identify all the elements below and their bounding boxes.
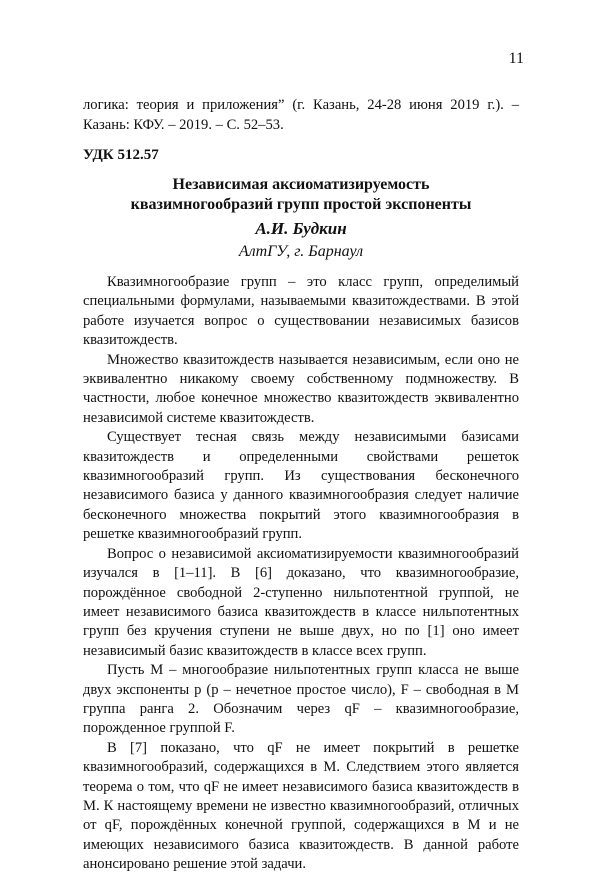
body-paragraph: Существует тесная связь между независимыми базисами квазитождеств и определенными свойствами решеток квазимногообразий групп. Из существования бесконечного независимого базиса у данного квазимногообразия следует наличие бесконечного множества покрытий этого квазимногообразия в решетке квазимногообразий групп. xyxy=(83,428,519,544)
page-number: 11 xyxy=(509,50,524,68)
reference-continuation: логика: теория и приложения” (г. Казань, 24-28 июня 2019 г.). – Казань: КФУ. – 2019. – С. 52–53. xyxy=(83,96,519,135)
author-name: А.И. Будкин xyxy=(83,219,519,239)
body-paragraph: В [7] показано, что qF не имеет покрытий в решетке квазимногообразий, содержащихся в M. Следствием этого является теорема о том, что qF не имеет независимого базиса квазитождеств в M. К настоящему времени не известно квазимногообразий, отличных от qF, порождённых конечной группой, содержащихся в M и не имеющих независимого базиса квазитождеств. В данной работе анонсировано решение этой задачи. xyxy=(83,739,519,875)
article-title-line-2: квазимногообразий групп простой экспоненты xyxy=(83,195,519,215)
body-paragraph: Квазимногообразие групп – это класс групп, определимый специальными формулами, называемыми квазитождествами. В этой работе изучается вопрос о существовании независимых базисов квазитождеств. xyxy=(83,273,519,351)
article-body xyxy=(83,273,519,875)
body-paragraph: Вопрос о независимой аксиоматизируемости квазимногообразий изучался в [1–11]. В [6] доказано, что квазимногообразие, порождённое свободной 2-ступенно нильпотентной группой, не имеет независимого базиса квазитождеств в классе нильпотентных групп без кручения ступени не выше двух, но по [1] оно имеет независимый базис квазитождеств в классе всех групп. xyxy=(83,545,519,661)
article-title xyxy=(83,175,519,215)
body-paragraph: Пусть M – многообразие нильпотентных групп класса не выше двух экспоненты p (p – нечетное простое число), F – свободная в M группа ранга 2. Обозначим через qF – квазимногообразие, порожденное группой F. xyxy=(83,661,519,739)
body-paragraph: Множество квазитождеств называется независимым, если оно не эквивалентно никакому своему собственному подмножеству. В частности, любое конечное множество квазитождеств эквивалентно независимой системе квазитождеств. xyxy=(83,351,519,429)
udc-code: УДК 512.57 xyxy=(83,147,159,164)
article-title-line-1: Независимая аксиоматизируемость xyxy=(83,175,519,195)
author-affiliation: АлтГУ, г. Барнаул xyxy=(83,243,519,261)
